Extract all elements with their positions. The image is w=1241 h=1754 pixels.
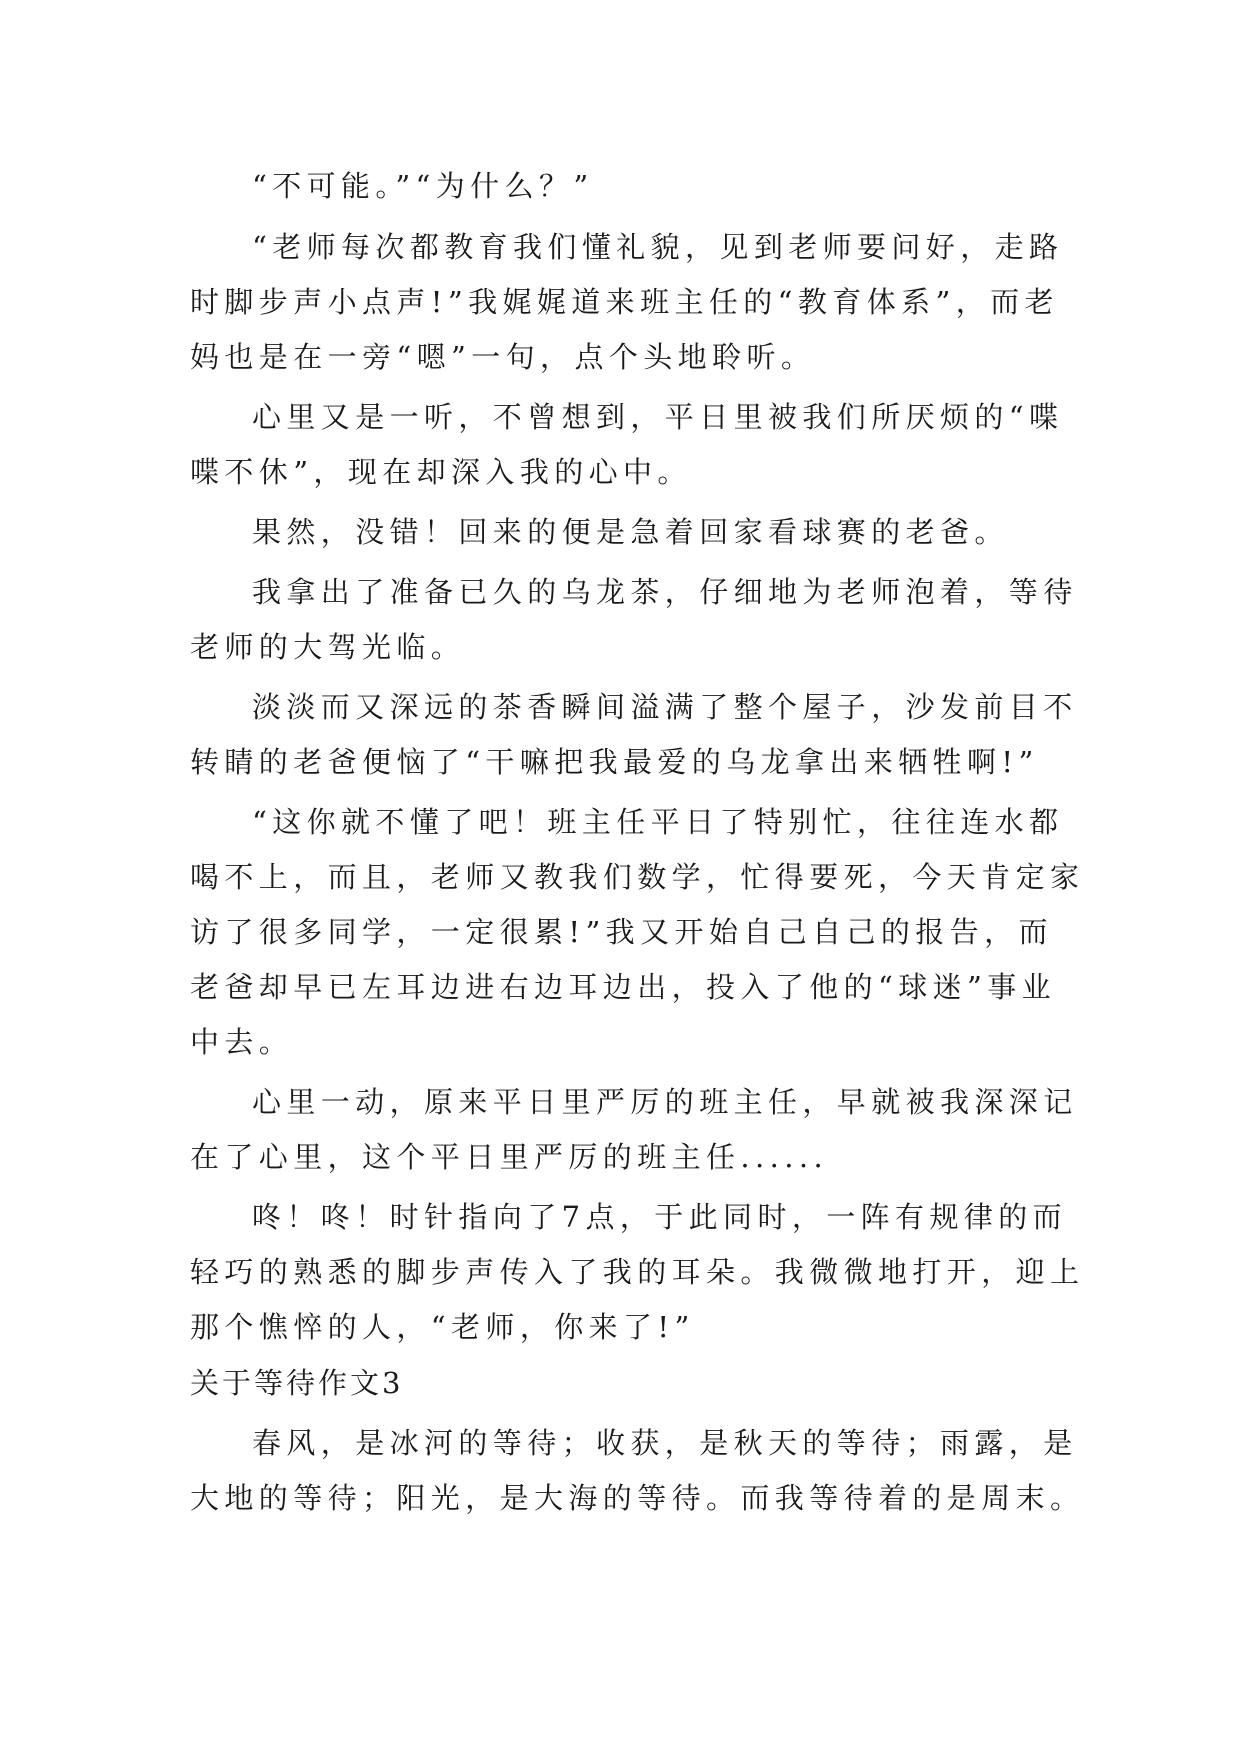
paragraph-line: 春风，是冰河的等待；收获，是秋天的等待；雨露，是 (252, 1426, 1078, 1460)
paragraph-line: 那个憔悴的人，“老师，你来了!” (190, 1310, 695, 1344)
paragraph-line: 中去。 (190, 1025, 294, 1059)
paragraph-line: 老师的大驾光临。 (190, 630, 466, 664)
paragraph-line: 访了很多同学，一定很累!”我又开始自己自己的报告，而 (190, 915, 1053, 949)
paragraph-line: 心里又是一听，不曾想到，平日里被我们所厌烦的“喋 (252, 400, 1064, 434)
section-heading: 关于等待作文3 (190, 1366, 404, 1400)
paragraph-line: 转睛的老爸便恼了“干嘛把我最爱的乌龙拿出来牺牲啊!” (190, 745, 1039, 779)
paragraph-line: 喋不休”，现在却深入我的心中。 (190, 455, 692, 489)
paragraph-line: 时脚步声小点声!”我娓娓道来班主任的“教育体系”，而老 (190, 285, 1059, 319)
paragraph-line: “这你就不懂了吧！班主任平日了特别忙，往往连水都 (252, 805, 1064, 839)
paragraph-line: 老爸却早已左耳边进右边耳边出，投入了他的“球迷”事业 (190, 970, 1057, 1004)
paragraph-line: 心里一动，原来平日里严厉的班主任，早就被我深深记 (252, 1085, 1078, 1119)
paragraph-line: 妈也是在一旁“嗯”一句，点个头地聆听。 (190, 340, 816, 374)
paragraph-line: 我拿出了准备已久的乌龙茶，仔细地为老师泡着，等待 (252, 575, 1078, 609)
paragraph-line: 果然，没错！回来的便是急着回家看球赛的老爸。 (252, 515, 1009, 549)
paragraph-line: 轻巧的熟悉的脚步声传入了我的耳朵。我微微地打开，迎上 (190, 1255, 1085, 1289)
paragraph-line: 在了心里，这个平日里严厉的班主任...... (190, 1140, 829, 1174)
paragraph-line: 大地的等待；阳光，是大海的等待。而我等待着的是周末。 (190, 1481, 1085, 1515)
paragraph-line: 喝不上，而且，老师又教我们数学，忙得要死，今天肯定家 (190, 860, 1085, 894)
paragraph-line: “老师每次都教育我们懂礼貌，见到老师要问好，走路 (252, 230, 1064, 264)
paragraph-line: 咚！咚！时针指向了7点，于此同时，一阵有规律的而 (252, 1200, 1068, 1234)
paragraph-line: 淡淡而又深远的茶香瞬间溢满了整个屋子，沙发前目不 (252, 690, 1078, 724)
paragraph-line: “不可能。”“为什么？” (252, 169, 594, 203)
